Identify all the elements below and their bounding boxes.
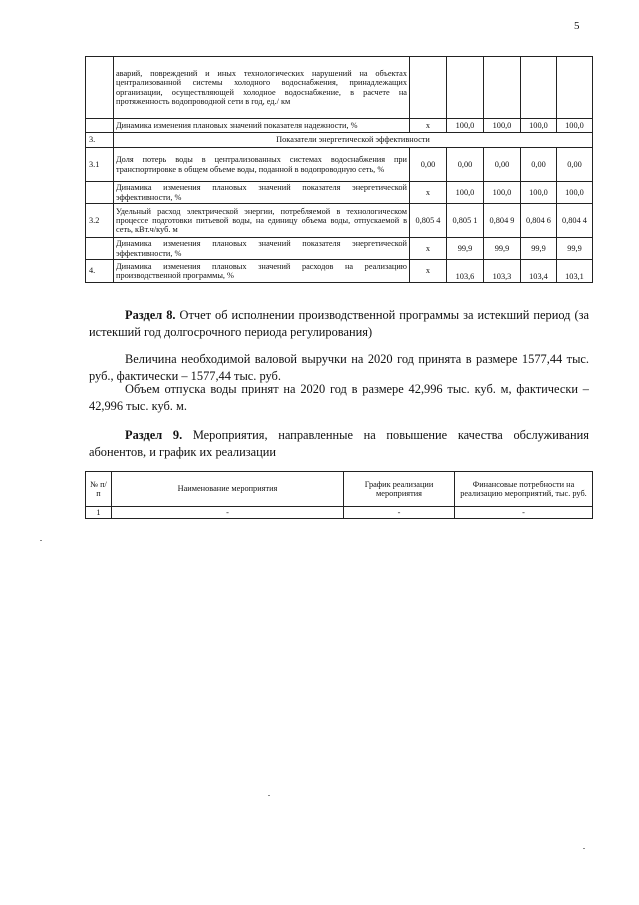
indicator-value: 0,805 1 (447, 204, 484, 238)
indicator-value: 0,805 4 (410, 204, 447, 238)
indicator-value: 0,00 (484, 148, 521, 182)
column-header: Финансовые потребности на реализацию мероприятий, тыс. руб. (455, 472, 593, 507)
indicator-value: 0,00 (410, 148, 447, 182)
indicator-value: 103,3 (484, 260, 521, 283)
indicator-value: х (410, 119, 447, 133)
indicator-value: х (410, 182, 447, 204)
indicator-value (557, 57, 593, 119)
table-row (86, 182, 593, 204)
table-cell: - (112, 507, 344, 519)
indicator-value: 0,00 (447, 148, 484, 182)
indicator-value: 103,6 (447, 260, 484, 283)
table-row (86, 57, 593, 119)
indicator-name: Доля потерь воды в централизованных системах водоснабжения при транспортировке в общем объеме воды, поданной в водопроводную сеть, % (114, 148, 410, 182)
indicator-value: 99,9 (521, 238, 557, 260)
indicator-name: Динамика изменения плановых значений расходов на реализацию производственной программы, % (114, 260, 410, 283)
table-cell: 1 (86, 507, 112, 519)
indicator-value: 100,0 (557, 119, 593, 133)
table-row (86, 238, 593, 260)
section9-heading-paragraph (89, 427, 589, 460)
indicator-name: Удельный расход электрической энергии, потребляемой в технологическом процессе подготовки питьевой воды, на единицу объема воды, отпускаемой в сеть, кВт.ч/куб. м (114, 204, 410, 238)
table-cell: - (455, 507, 593, 519)
section8-heading: Раздел 8. (125, 308, 176, 322)
indicator-value: 100,0 (484, 119, 521, 133)
row-number: 3. (86, 133, 114, 148)
indicator-value: 103,1 (557, 260, 593, 283)
section-row (86, 133, 593, 148)
section-title: Показатели энергетической эффективности (114, 133, 593, 148)
indicator-value: 100,0 (521, 182, 557, 204)
indicator-value: 99,9 (557, 238, 593, 260)
section8-volume-paragraph: Объем отпуска воды принят на 2020 год в размере 42,996 тыс. куб. м, фактически – 42,996 тыс. куб. м. (89, 382, 589, 413)
measures-table (85, 471, 593, 519)
indicators-table (85, 56, 593, 283)
indicator-value (521, 57, 557, 119)
table-row (86, 204, 593, 238)
row-number: 3.1 (86, 148, 114, 182)
section8-revenue-paragraph: Величина необходимой валовой выручки на 2020 год принята в размере 1577,44 тыс. руб., фактически – 1577,44 тыс. руб. (89, 352, 589, 383)
indicator-value: 100,0 (484, 182, 521, 204)
row-number: 4. (86, 260, 114, 283)
indicator-value: 99,9 (447, 238, 484, 260)
table-cell: - (344, 507, 455, 519)
column-header: № п/п (86, 472, 112, 507)
indicator-value (410, 57, 447, 119)
table-row (86, 507, 593, 519)
table-header-row (86, 472, 593, 507)
section8-title: Отчет об исполнении производственной программы за истекший период (за истекший год долгосрочного периода регулирования) (89, 308, 589, 339)
indicator-value: 103,4 (521, 260, 557, 283)
row-number (86, 119, 114, 133)
indicator-value: 100,0 (557, 182, 593, 204)
row-number: 3.2 (86, 204, 114, 238)
indicator-value: 100,0 (447, 182, 484, 204)
table-row (86, 260, 593, 283)
page-number: 5 (574, 20, 580, 32)
indicator-value: 100,0 (447, 119, 484, 133)
row-number (86, 238, 114, 260)
indicator-value: 100,0 (521, 119, 557, 133)
indicator-name: аварий, повреждений и иных технологических нарушений на объектах централизованной системы холодного водоснабжения, принадлежащих организации, осуществляющей холодное водоснабжение, в расчете на протяженность водопроводной сети в год, ед./ км (114, 57, 410, 119)
indicator-value (447, 57, 484, 119)
column-header: Наименование мероприятия (112, 472, 344, 507)
indicator-value: 99,9 (484, 238, 521, 260)
indicator-value: х (410, 260, 447, 283)
column-header: График реализации мероприятия (344, 472, 455, 507)
indicator-name: Динамика изменения плановых значений показателя надежности, % (114, 119, 410, 133)
scan-speck (583, 848, 585, 849)
indicator-name: Динамика изменения плановых значений показателя энергетической эффективности, % (114, 182, 410, 204)
scan-speck (268, 795, 270, 796)
row-number (86, 57, 114, 119)
table-row (86, 119, 593, 133)
row-number (86, 182, 114, 204)
section9-title: Мероприятия, направленные на повышение качества обслуживания абонентов, и график их реализации (89, 428, 589, 459)
section9-heading: Раздел 9. (125, 428, 183, 442)
indicator-name: Динамика изменения плановых значений показателя энергетической эффективности, % (114, 238, 410, 260)
indicator-value: х (410, 238, 447, 260)
indicator-value: 0,00 (521, 148, 557, 182)
indicator-value: 0,804 4 (557, 204, 593, 238)
indicator-value: 0,804 9 (484, 204, 521, 238)
indicator-value (484, 57, 521, 119)
scan-speck (40, 540, 42, 541)
indicator-value: 0,00 (557, 148, 593, 182)
table-row (86, 148, 593, 182)
section8-heading-paragraph (89, 307, 589, 340)
indicator-value: 0,804 6 (521, 204, 557, 238)
